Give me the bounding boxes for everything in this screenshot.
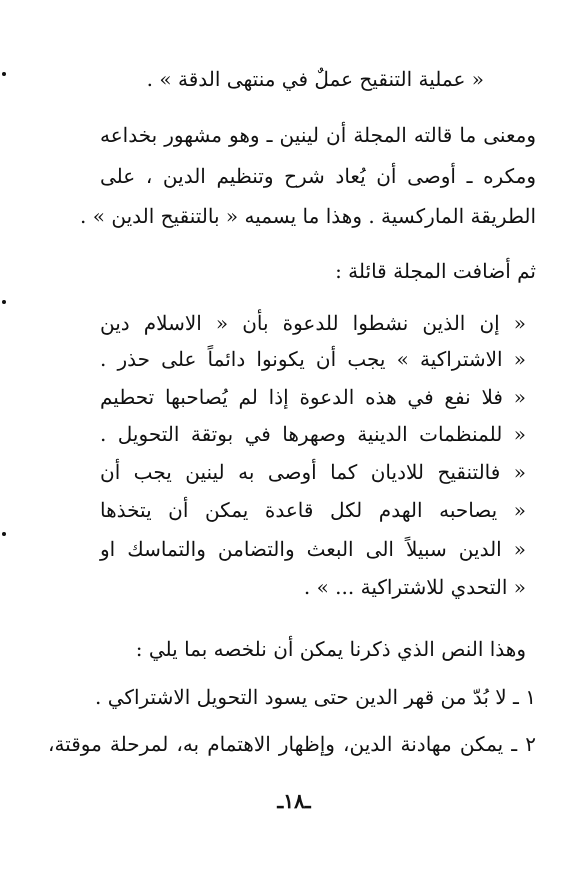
text-line-1: « عملية التنقيح عملٌ في منتهى الدقة » . <box>146 67 484 91</box>
quote-line-8: « التحدي للاشتراكية ... » . <box>303 575 526 599</box>
list-item-1: ١ ـ لا بُدّ من قهر الدين حتى يسود التحويل الاشتراكي . <box>95 685 536 709</box>
text-line-summary: وهذا النص الذي ذكرنا يمكن أن نلخصه بما يلي : <box>135 637 526 661</box>
quote-line-3: « فلا نفع في هذه الدعوة إذا لم يُصاحبها تحطيم <box>100 385 526 409</box>
quote-line-1: « إن الذين نشطوا للدعوة بأن « الاسلام دين <box>100 311 526 335</box>
list-item-2: ٢ ـ يمكن مهادنة الدين، وإظهار الاهتمام به، لمرحلة موقتة، <box>48 732 536 756</box>
quote-line-6: « يصاحبه الهدم لكل قاعدة يمكن أن يتخذها <box>100 498 526 522</box>
text-line-2: ومعنى ما قالته المجلة أن لينين ـ وهو مشهور بخداعه <box>100 123 536 147</box>
margin-mark <box>2 532 6 536</box>
quote-line-4: « للمنظمات الدينية وصهرها في بوتقة التحويل . <box>100 422 526 446</box>
margin-mark <box>2 72 6 76</box>
quote-line-7: « الدين سبيلاً الى البعث والتضامن والتماسك او <box>100 537 526 561</box>
text-line-4: الطريقة الماركسية . وهذا ما يسميه « بالتنقيح الدين » . <box>80 204 536 228</box>
quote-line-5: « فالتنقيح للاديان كما أوصى به لينين يجب أن <box>100 460 526 484</box>
text-line-3: ومكره ـ أوصى أن يُعاد شرح وتنظيم الدين ، على <box>100 164 536 188</box>
quote-line-2: « الاشتراكية » يجب أن يكونوا دائماً على حذر . <box>100 347 526 371</box>
margin-mark <box>2 300 6 304</box>
text-line-5: ثم أضافت المجلة قائلة : <box>335 259 536 283</box>
page-number: ـ١٨ـ <box>277 789 311 813</box>
